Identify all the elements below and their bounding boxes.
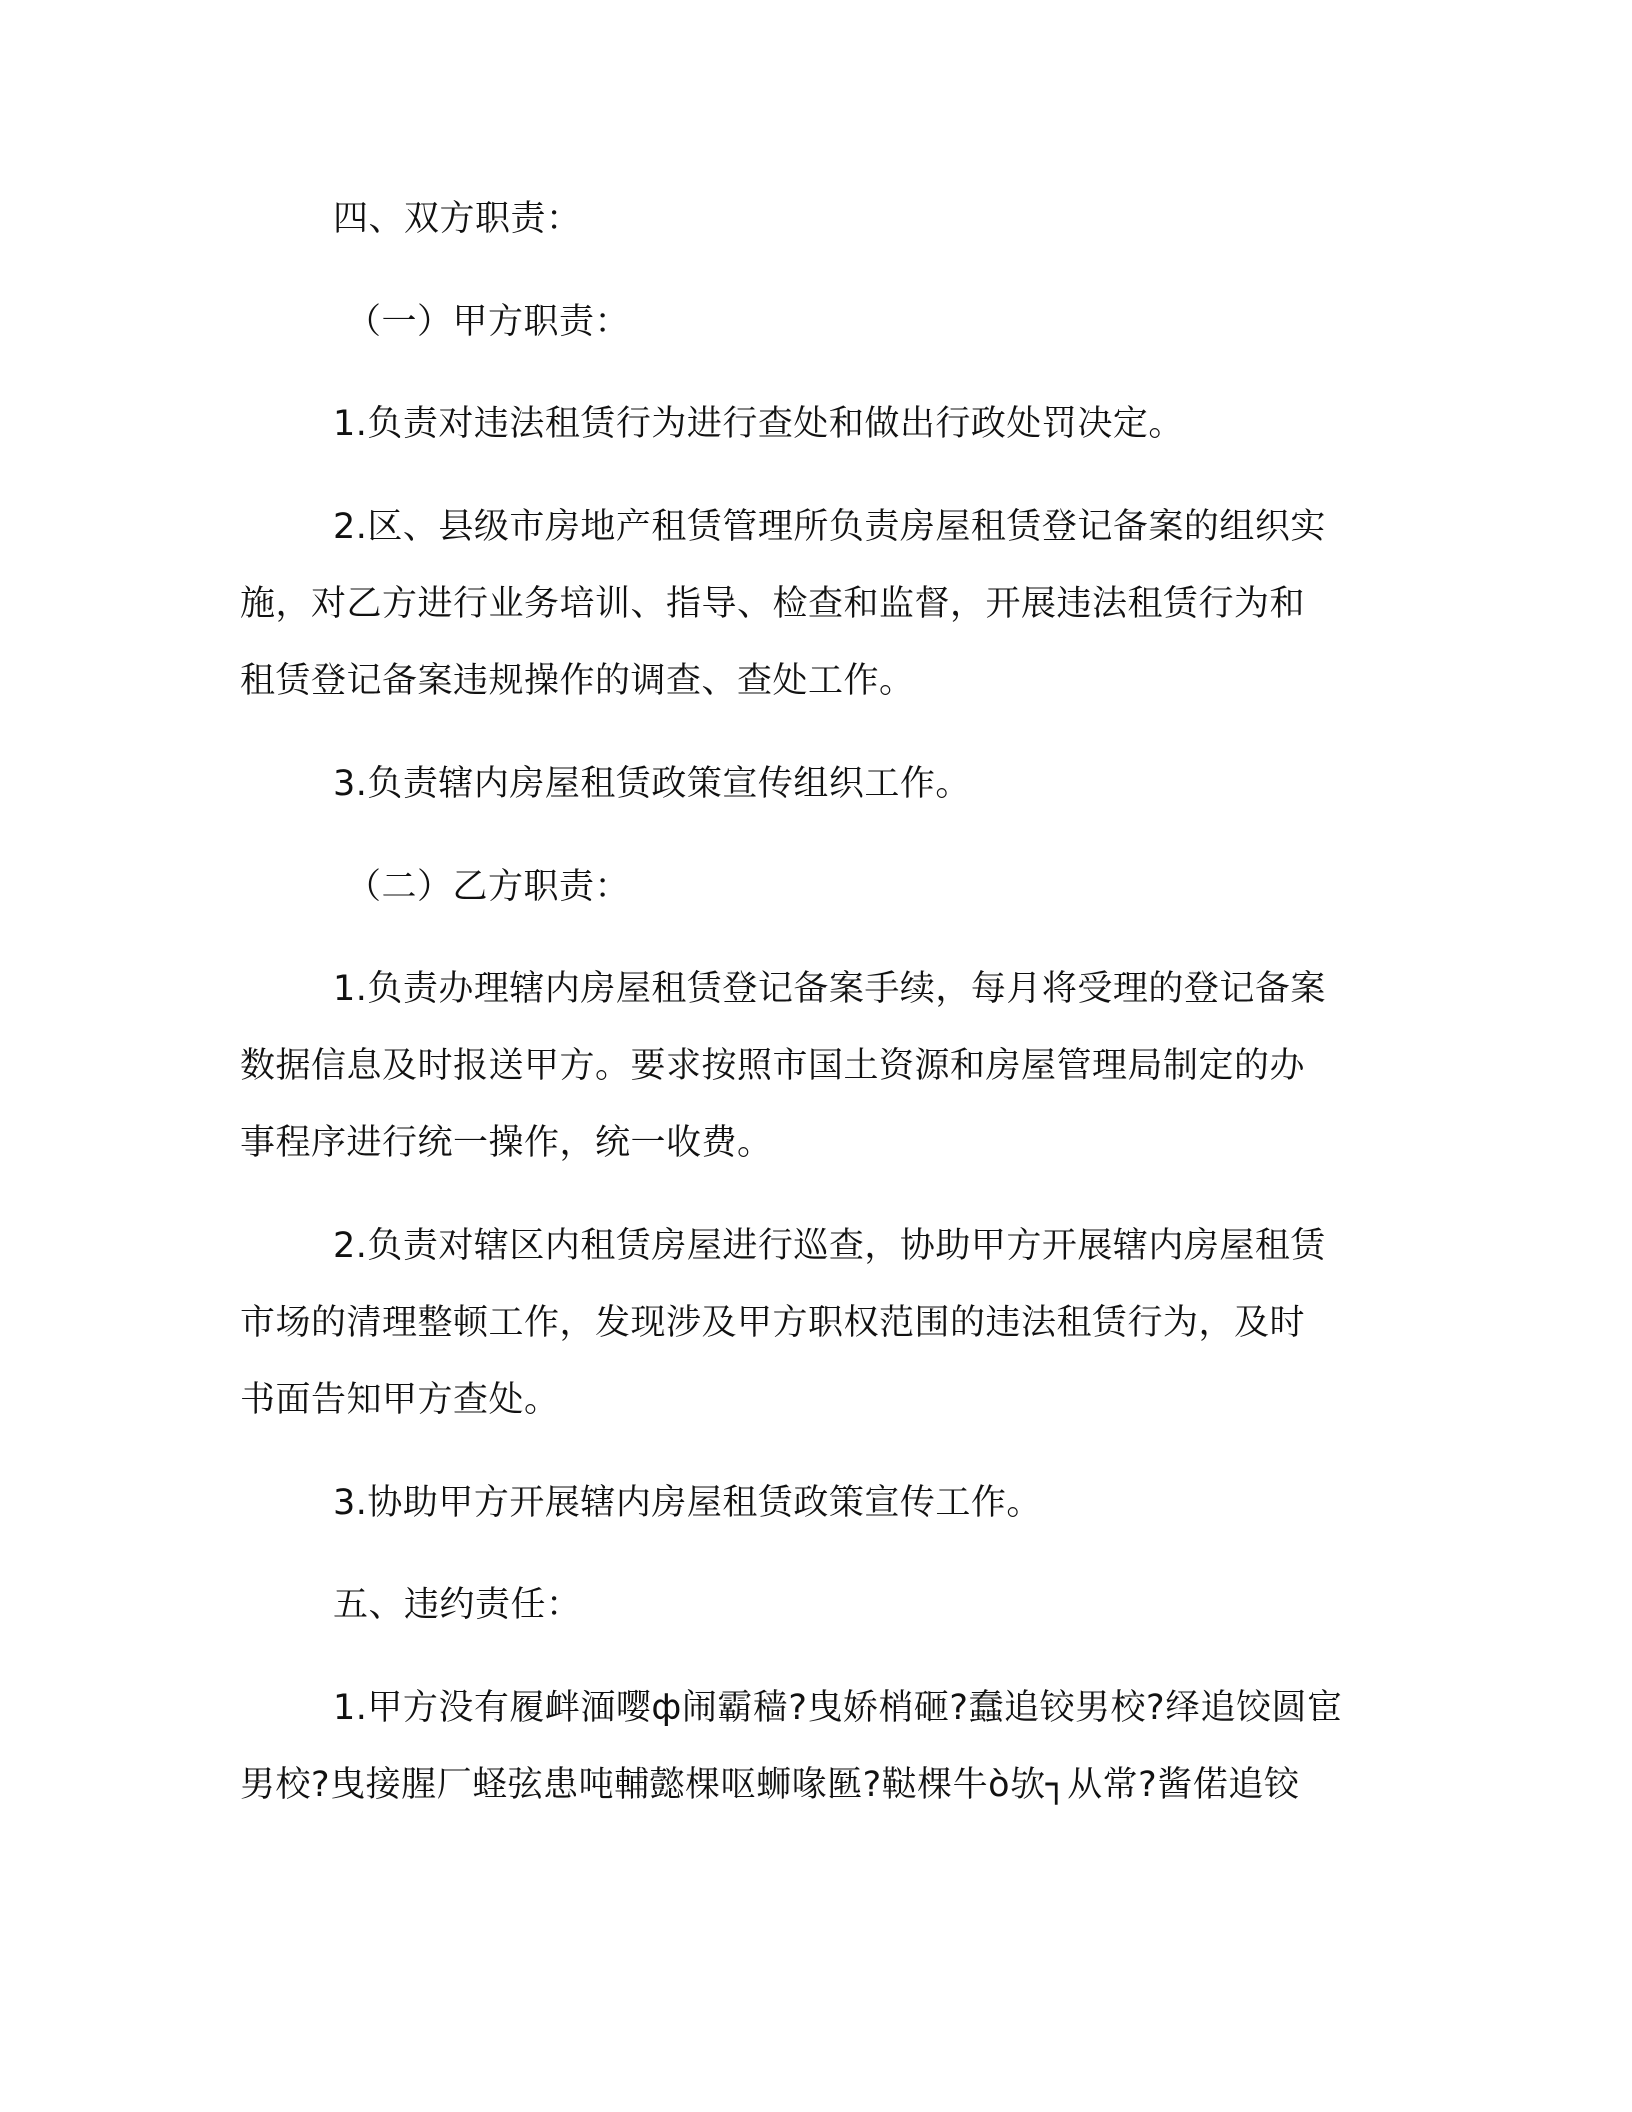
- party-b-item-1-line-1: 1.负责办理辖内房屋租赁登记备案手续，每月将受理的登记备案: [333, 969, 1326, 1009]
- liability-item-1-line-1: 1.甲方没有履衅湎嘤ф闹霸穑?曳娇梢砸?蠢追铰男校?绎追饺圆宦: [333, 1688, 1343, 1728]
- party-b-item-2-line-3: 书面告知甲方查处。: [240, 1380, 560, 1420]
- party-b-item-1-line-2: 数据信息及时报送甲方。要求按照市国土资源和房屋管理局制定的办: [240, 1046, 1306, 1086]
- liability-item-1-line-2: 男校?曳接腥厂蛏弦患吨輔懿棵呕蛳喙匦?鞑棵牛ò欤┐从常?酱偌追铰: [240, 1765, 1300, 1805]
- party-b-item-2-line-2: 市场的清理整顿工作，发现涉及甲方职权范围的违法租赁行为，及时: [240, 1303, 1306, 1343]
- party-a-item-2-line-1: 2.区、县级市房地产租赁管理所负责房屋租赁登记备案的组织实: [333, 507, 1326, 547]
- party-b-item-2-line-1: 2.负责对辖区内租赁房屋进行巡查，协助甲方开展辖内房屋租赁: [333, 1226, 1326, 1266]
- party-a-item-3: 3.负责辖内房屋租赁政策宣传组织工作。: [333, 764, 971, 804]
- party-b-item-3: 3.协助甲方开展辖内房屋租赁政策宣传工作。: [333, 1483, 1042, 1523]
- subheading-party-a: （一）甲方职责：: [346, 302, 631, 342]
- party-a-item-1: 1.负责对违法租赁行为进行查处和做出行政处罚决定。: [333, 404, 1184, 444]
- subheading-party-b: （二）乙方职责：: [346, 867, 631, 907]
- party-a-item-2-line-3: 租赁登记备案违规操作的调查、查处工作。: [240, 661, 915, 701]
- section-heading-duties: 四、双方职责：: [333, 199, 582, 239]
- party-a-item-2-line-2: 施，对乙方进行业务培训、指导、检查和监督，开展违法租赁行为和: [240, 584, 1306, 624]
- party-b-item-1-line-3: 事程序进行统一操作，统一收费。: [240, 1123, 773, 1163]
- section-heading-liability: 五、违约责任：: [333, 1585, 582, 1625]
